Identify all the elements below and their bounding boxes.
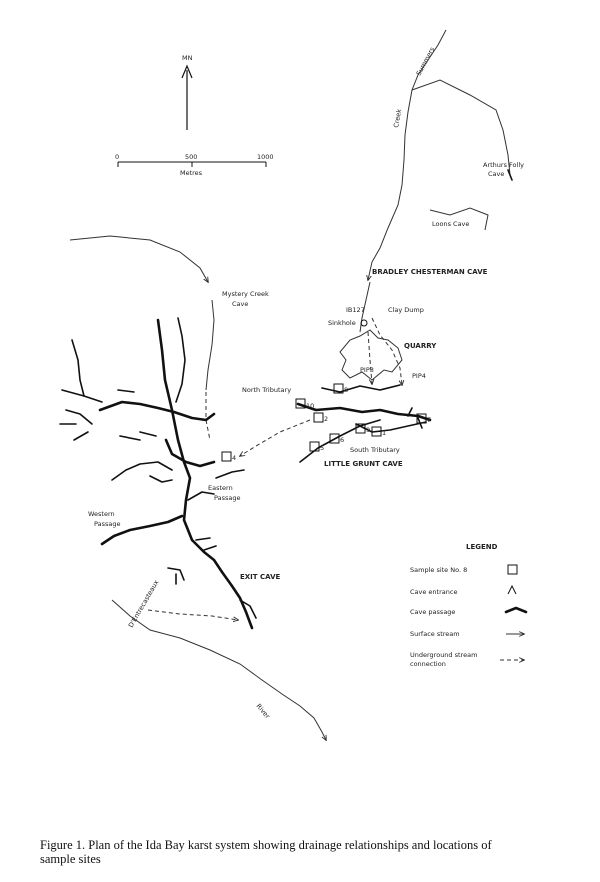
pip4-label: PIP4 <box>412 372 426 380</box>
western-passage-label-1: Western <box>88 510 115 518</box>
svg-text:10: 10 <box>306 402 315 410</box>
sample-site-6 <box>330 434 344 444</box>
little-grunt-cave <box>298 385 430 468</box>
eastern-passage-label-1: Eastern <box>208 484 233 492</box>
scale-tick-500: 500 <box>185 153 198 161</box>
bradley-chesterman-area <box>328 268 488 385</box>
sample-sites <box>222 384 431 462</box>
scale-unit: Metres <box>180 169 203 177</box>
legend-item-entrance: Cave entrance <box>410 588 458 596</box>
mystery-creek-label-1: Mystery Creek <box>222 290 269 298</box>
loons-cave-label: Loons Cave <box>432 220 470 228</box>
sample-site-5 <box>310 442 324 452</box>
svg-text:1: 1 <box>382 429 387 437</box>
western-passage-label-2: Passage <box>94 520 121 528</box>
sample-site-2 <box>314 413 328 423</box>
caption-line-2: sample sites <box>40 852 101 866</box>
pip3-label: PIP3 <box>360 366 374 374</box>
south-tributary-label: South Tributary <box>350 446 400 454</box>
svg-text:7: 7 <box>427 416 432 424</box>
cave-entrance-icon <box>508 586 516 594</box>
north-tributary-label: North Tributary <box>242 386 292 394</box>
svg-text:2: 2 <box>324 415 329 423</box>
svg-text:8: 8 <box>344 386 349 394</box>
quarry-label: QUARRY <box>404 342 437 350</box>
arthurs-folly-label-2: Cave <box>488 170 505 178</box>
legend-title: LEGEND <box>466 543 498 551</box>
exit-cave-system <box>60 318 280 628</box>
river-label: River <box>254 702 272 721</box>
sample-site-icon <box>508 565 517 574</box>
legend-item-sample: Sample site No. 8 <box>410 566 468 574</box>
dentrecasteaux-river <box>112 579 326 740</box>
svg-text:5: 5 <box>320 444 325 452</box>
summers-creek-label-1: Summers <box>414 45 437 77</box>
bradley-chesterman-label: BRADLEY CHESTERMAN CAVE <box>372 268 488 276</box>
underground-link-1 <box>240 420 310 456</box>
svg-text:6: 6 <box>340 436 345 444</box>
exit-cave-label: EXIT CAVE <box>240 573 281 581</box>
ib127-label: IB127 <box>346 306 365 314</box>
clay-dump-label: Clay Dump <box>388 306 424 314</box>
dentrecasteaux-label: D'Entrecasteaux <box>126 578 161 629</box>
scale-tick-1000: 1000 <box>257 153 274 161</box>
caption-line-1: Figure 1. Plan of the Ida Bay karst system showing drainage relationships and locations of <box>40 838 492 852</box>
summers-creek-label-2: Creek <box>392 108 404 129</box>
summers-creek <box>368 30 510 280</box>
legend-item-passage: Cave passage <box>410 608 456 616</box>
legend <box>410 543 526 668</box>
scale-tick-0: 0 <box>115 153 120 161</box>
figure-caption <box>40 838 580 866</box>
mystery-creek-label-2: Cave <box>232 300 249 308</box>
svg-text:9: 9 <box>366 426 371 434</box>
arthurs-folly-cave <box>483 161 524 180</box>
north-arrow <box>182 54 193 130</box>
little-grunt-label: LITTLE GRUNT CAVE <box>324 460 403 468</box>
svg-text:4: 4 <box>232 454 237 462</box>
legend-item-underground: Underground stream <box>410 651 478 659</box>
arthurs-folly-label-1: Arthurs Folly <box>483 161 524 169</box>
scale-bar <box>115 153 274 177</box>
legend-item-connection: connection <box>410 660 446 668</box>
sample-site-8 <box>334 384 348 394</box>
north-label: MN <box>182 54 193 62</box>
sample-site-4 <box>222 452 236 462</box>
eastern-passage-label-2: Passage <box>214 494 241 502</box>
cave-passage-icon <box>506 608 526 612</box>
sinkhole-label: Sinkhole <box>328 319 356 327</box>
underground-link-2 <box>148 610 238 620</box>
legend-item-stream: Surface stream <box>410 630 460 638</box>
